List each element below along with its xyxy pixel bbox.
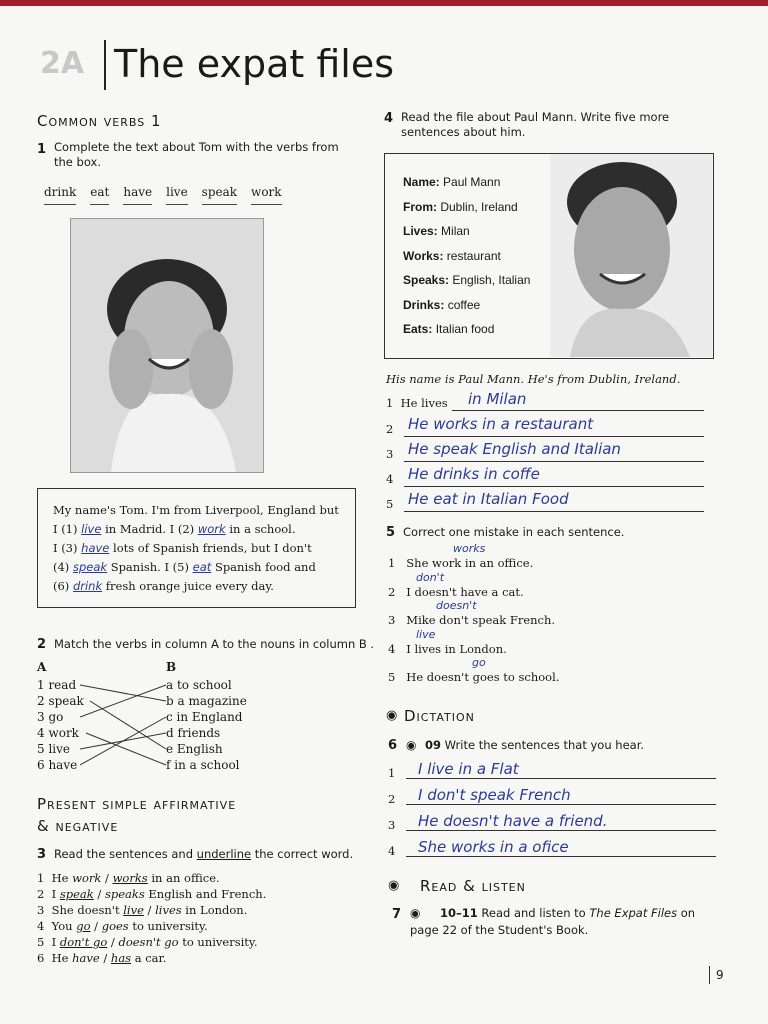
dictation-answer-4: She works in a ofice (418, 838, 569, 856)
exercise-3-item: 6 He have / has a car. (37, 951, 167, 965)
file-field-eats: Eats: Italian food (403, 322, 495, 336)
column-b-item: c in England (166, 710, 243, 724)
ex4-answer-5: He eat in Italian Food (408, 490, 569, 508)
tom-text-line-2: I (1) live in Madrid. I (2) work in a school. (53, 522, 296, 536)
verb-have: have (123, 185, 152, 205)
ex4-answer-1: in Milan (468, 390, 527, 408)
exercise-3-instruction: Read the sentences and underline the correct word. (54, 847, 354, 861)
exercise-2-instruction: Match the verbs in column A to the nouns in column B . (54, 637, 375, 651)
ex4-line-5-num: 5 (386, 497, 394, 511)
dictation-answer-1: I live in a Flat (418, 760, 519, 778)
ex4-line-2-num: 2 (386, 422, 394, 436)
exercise-6-number: 6 (388, 738, 398, 753)
unit-label: 2A (40, 46, 85, 81)
answer-6: drink (72, 579, 103, 593)
exercise-3-list (37, 870, 266, 966)
ex5-fix-3: doesn't (436, 599, 477, 612)
tom-text-line-1: My name's Tom. I'm from Liverpool, England but (53, 503, 339, 517)
exercise-3-item: 2 I speak / speaks English and French. (37, 887, 267, 901)
column-a-item: 3 go (37, 710, 64, 724)
verb-drink: drink (44, 185, 76, 205)
exercise-5-instruction: Correct one mistake in each sentence. (403, 525, 625, 539)
column-a-item: 4 work (37, 726, 79, 740)
column-b-item: a to school (166, 678, 232, 692)
section-heading-common-verbs: Common verbs 1 (37, 112, 162, 130)
section-heading-read-listen: Read & listen (420, 877, 526, 895)
column-a-item: 6 have (37, 758, 78, 772)
file-field-drinks: Drinks: coffee (403, 297, 481, 312)
page-title: The expat files (114, 42, 395, 86)
exercise-4-example: His name is Paul Mann. He's from Dublin, Ireland. (386, 372, 681, 386)
answer-4: speak (72, 560, 108, 574)
exercise-1-instruction: Complete the text about Tom with the verbs from the box. (54, 140, 339, 169)
ex4-line-4-num: 4 (386, 472, 394, 486)
cd-icon: ◉ (406, 738, 417, 752)
matching-lines (80, 677, 168, 775)
answer-5: eat (192, 560, 212, 574)
exercise-3-item: 1 He work / works in an office. (37, 871, 220, 885)
ex5-fix-5: go (472, 656, 486, 669)
file-field-lives: Lives: Milan (403, 224, 470, 238)
exercise-3-item: 4 You go / goes to university. (37, 919, 208, 933)
exercise-3-item: 3 She doesn't live / lives in London. (37, 903, 248, 917)
file-fields (403, 170, 530, 342)
ex5-item-4: 4 I lives in London. (388, 642, 507, 656)
answer-2: work (197, 522, 226, 536)
exercise-6-instruction: 09 Write the sentences that you hear. (425, 738, 645, 752)
photo-paul-mann (550, 154, 712, 357)
verb-work: work (251, 185, 282, 205)
top-edge-bar (0, 0, 768, 6)
page-number-divider (709, 966, 710, 984)
exercise-7-instruction-2: page 22 of the Student's Book. (410, 923, 589, 937)
cd-icon-2: ◉ (410, 906, 421, 920)
ex5-fix-2: don't (416, 571, 445, 584)
paul-mann-file (384, 153, 714, 359)
section-heading-dictation: Dictation (404, 707, 475, 725)
ex5-item-3: 3 Mike don't speak French. (388, 613, 556, 627)
file-field-name: Name: Paul Mann (403, 175, 501, 189)
page-number: 9 (716, 968, 724, 982)
answer-3: have (81, 541, 110, 555)
column-a-heading: A (37, 660, 47, 674)
answer-1: live (81, 522, 102, 536)
ex5-fix-1: works (453, 542, 486, 555)
ex4-answer-3: He speak English and Italian (408, 440, 621, 458)
column-b-item: d friends (166, 726, 221, 740)
exercise-4-instruction: Read the file about Paul Mann. Write five more sentences about him. (401, 110, 670, 139)
audio-icon: ◉ (386, 708, 398, 723)
track-number: 09 (425, 738, 442, 752)
column-b-item: e English (166, 742, 223, 756)
headphones-icon: ◉ (388, 878, 400, 893)
ex5-item-5: 5 He doesn't goes to school. (388, 670, 560, 684)
tom-text-line-5: (6) drink fresh orange juice every day. (53, 579, 274, 593)
exercise-4-number: 4 (384, 111, 394, 126)
section-heading-present-simple: Present simple affirmative (37, 795, 237, 813)
file-field-works: Works: restaurant (403, 248, 501, 263)
column-a-item: 5 live (37, 742, 71, 756)
exercise-5-number: 5 (386, 525, 396, 540)
column-b-list (166, 677, 247, 773)
file-field-from: From: Dublin, Ireland (403, 199, 518, 214)
ex4-answer-2: He works in a restaurant (408, 415, 594, 433)
column-b-item: f in a school (166, 758, 240, 772)
exercise-7-instruction: 10–11 Read and listen to The Expat Files on (440, 906, 696, 920)
photo-tom (70, 218, 264, 473)
verb-speak: speak (202, 185, 237, 205)
column-a-item: 2 speak (37, 694, 84, 708)
verb-eat: eat (90, 185, 109, 205)
portrait-tom-icon (71, 219, 263, 472)
column-a-list (37, 677, 84, 773)
ex5-item-1: 1 She work in an office. (388, 556, 534, 570)
exercise-1-number: 1 (37, 142, 47, 157)
ex4-line-1: 1 He lives (386, 396, 448, 410)
file-field-speaks: Speaks: English, Italian (403, 273, 531, 287)
verb-live: live (166, 185, 188, 205)
ex4-answer-4: He drinks in coffe (408, 465, 540, 483)
verb-box (44, 185, 299, 205)
column-b-heading: B (166, 660, 177, 674)
section-heading-present-simple-l2: & negative (37, 817, 119, 835)
exercise-2-number: 2 (37, 637, 47, 652)
exercise-7-number: 7 (392, 907, 402, 922)
tom-text-line-3: I (3) have lots of Spanish friends, but I don't (53, 541, 312, 555)
exercise-3-number: 3 (37, 847, 47, 862)
ex5-item-2: 2 I doesn't have a cat. (388, 585, 524, 599)
portrait-paul-icon (550, 154, 712, 357)
exercise-3-item: 5 I don't go / doesn't go to university. (37, 935, 258, 949)
ex4-line-3-num: 3 (386, 447, 394, 461)
tom-text-line-4: (4) speak Spanish. I (5) eat Spanish food and (53, 560, 316, 574)
column-a-item: 1 read (37, 678, 77, 692)
tom-text-box (37, 488, 356, 608)
title-divider (104, 40, 106, 90)
column-b-item: b a magazine (166, 694, 247, 708)
ex5-fix-4: live (416, 628, 436, 641)
dictation-answer-2: I don't speak French (418, 786, 571, 804)
dictation-answer-3: He doesn't have a friend. (418, 812, 608, 830)
